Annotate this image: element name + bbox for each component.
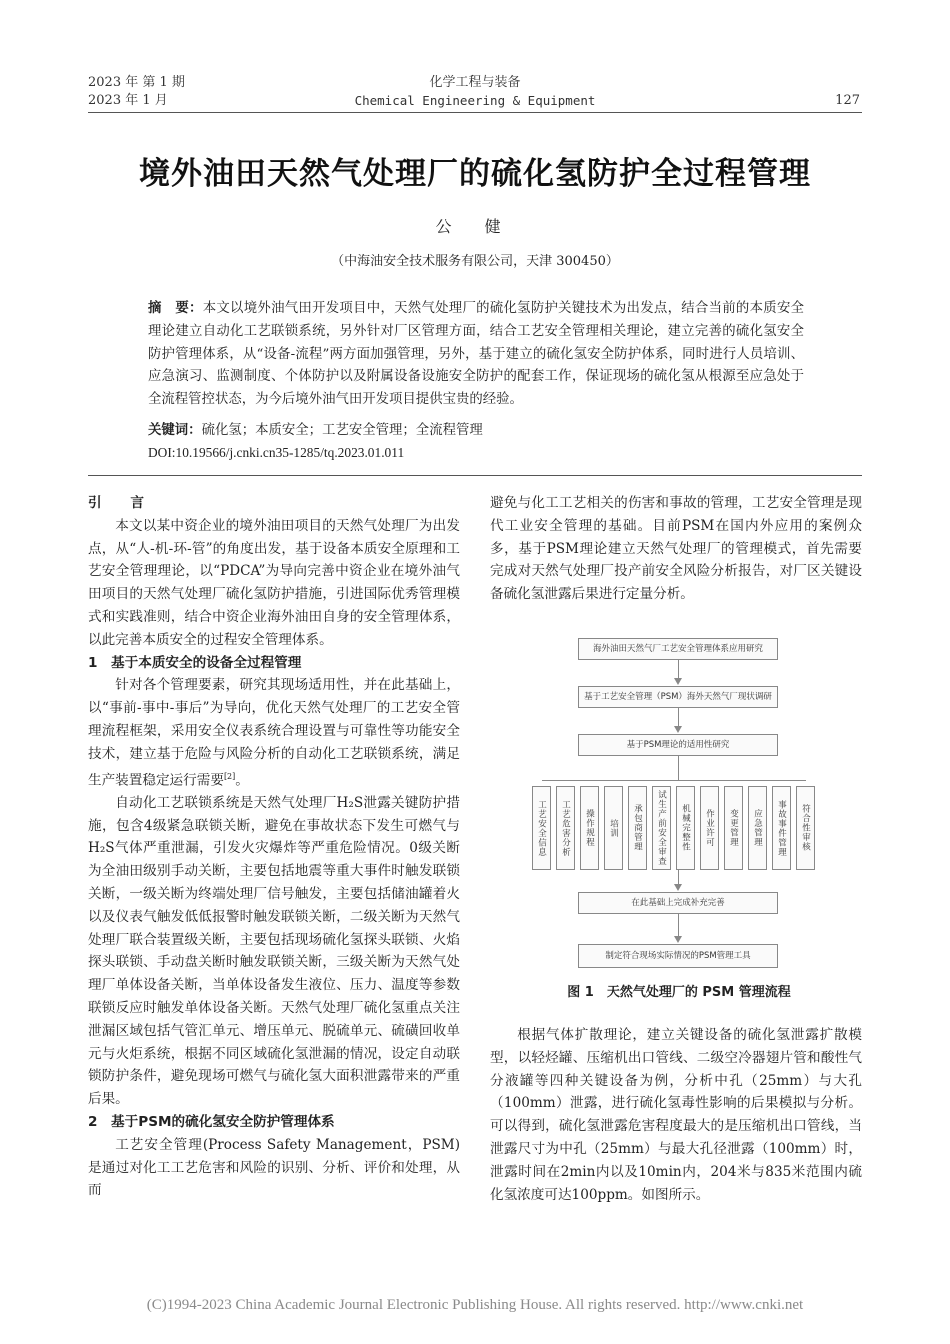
section1-paragraph1 xyxy=(88,674,460,792)
psm-element-box: 应急管理 xyxy=(748,786,767,870)
copyright-footer: (C)1994-2023 China Academic Journal Electronic Publishing House. All rights reserved. http://www.cnki.net xyxy=(146,1297,804,1313)
psm-element-box: 变更管理 xyxy=(724,786,743,870)
flow-line xyxy=(678,660,679,678)
affiliation: （中海油安全技术服务有限公司，天津 300450） xyxy=(331,254,619,269)
article-title: 境外油田天然气处理厂的硫化氢防护全过程管理 xyxy=(139,156,811,192)
flow-line xyxy=(678,708,679,726)
figure-caption: 图 1 天然气处理厂的 PSM 管理流程 xyxy=(567,985,791,1000)
s1-p1-end: 。 xyxy=(235,772,249,789)
psm-element-box: 机械完整性 xyxy=(676,786,695,870)
section1-paragraph2: 自动化工艺联锁系统是天然气处理厂H₂S泄露关键防护措施，包含4级紧急联锁关断，避免在事故状态下发生可燃气与H₂S气体严重泄漏，引发火灾爆炸等严重危险情况。0级关断为全油田级别手动关断，主要包括地震等重大事件时触发联锁关断，一级关断为终端处理厂信号触发，主要包括储油罐着火以及仪表气触发低低报警时触发联锁关断，二级关断为天然气处理厂联合装置级关断，主要包括现场硫化氢探头联锁、火焰探头联锁、手动盘关断时触发联锁关断，三级关断为天然气处理厂单体设备关断，当单体设备发生液位、压力、温度等参数联锁反应时触发单体设备关断。天然气处理厂硫化氢重点关注泄漏区域包括气管汇单元、增压单元、脱硫单元、硫磺回收单元与火炬系统，根据不同区域硫化氢泄漏的情况，设定自动联锁防护条件，避免现场可燃气与硫化氢大面积泄露带来的严重后果。 xyxy=(88,794,460,1108)
psm-element-box: 事故事件管理 xyxy=(772,786,791,870)
section2-heading: 2 基于PSM的硫化氢安全防护管理体系 xyxy=(88,1114,335,1131)
psm-element-box: 工艺危害分析 xyxy=(556,786,575,870)
psm-element-box: 试生产前安全审查 xyxy=(652,786,671,870)
flow-box-3: 基于PSM理论的适用性研究 xyxy=(578,734,778,756)
flow-box-4: 在此基础上完成补充完善 xyxy=(578,892,778,914)
author-name: 公 健 xyxy=(435,217,515,236)
abstract-text: 本文以境外油气田开发项目中，天然气处理厂的硫化氢防护关键技术为出发点，结合当前的本质安全理论建立自动化工艺联锁系统，另外针对厂区管理方面，结合工艺安全管理相关理论，建立完善的硫化氢安全防护管理体系，从“设备-流程”两方面加强管理，另外，基于建立的硫化氢安全防护体系，同时进行人员培训、应急演习、监测制度、个体防护以及附属设备设施安全防护的配套工作，保证现场的硫化氢从根源至应急处于全流程管控状态，为今后境外油气田开发项目提供宝贵的经验。 xyxy=(148,301,805,408)
flow-line xyxy=(678,914,679,936)
right-paragraph1: 避免与化工工艺相关的伤害和事故的管理，工艺安全管理是现代工业安全管理的基础。目前PSM在国内外应用的案例众多，基于PSM理论建立天然气处理厂的管理模式，首先需要完成对天然气处理厂投产前安全风险分析报告，对厂区关键设备硫化氢泄露后果进行定量分析。 xyxy=(490,495,862,603)
flow-arrow xyxy=(674,884,682,891)
flow-line xyxy=(678,756,679,780)
issue-label: 2023 年 第 1 期 xyxy=(88,75,185,90)
right-column-top xyxy=(490,492,862,606)
keywords-label: 关键词： xyxy=(148,423,202,438)
psm-element-box: 承包商管理 xyxy=(628,786,647,870)
psm-element-box: 作业许可 xyxy=(700,786,719,870)
date-label: 2023 年 1 月 xyxy=(88,93,168,108)
flow-box-2: 基于工艺安全管理（PSM）海外天然气厂现状调研 xyxy=(578,686,778,708)
intro-paragraph: 本文以某中资企业的境外油田项目的天然气处理厂为出发点，从“人-机-环-管”的角度出发，基于设备本质安全原理和工艺安全管理理论，以“PDCA”为导向完善中资企业在境外油气田项目的天然气处理厂硫化氢防护措施，引进国际优秀管理模式和实践准则，结合中资企业海外油田自身的安全管理体系，以此完善本质安全的过程安全管理体系。 xyxy=(88,517,460,648)
abstract-rule xyxy=(88,475,862,476)
flow-arrow xyxy=(674,726,682,733)
abstract-label: 摘 要： xyxy=(148,301,203,316)
flow-box-1: 海外油田天然气厂工艺安全管理体系应用研究 xyxy=(578,638,778,660)
section2-paragraph1: 工艺安全管理(Process Safety Management，PSM)是通过对化工工艺危害和风险的识别、分析、评价和处理，从而 xyxy=(88,1136,460,1199)
keywords-block xyxy=(148,420,804,464)
journal-name-cn: 化学工程与装备 xyxy=(429,75,521,90)
psm-element-box: 符合性审核 xyxy=(796,786,815,870)
keywords-text: 硫化氢；本质安全；工艺安全管理；全流程管理 xyxy=(201,423,483,438)
flow-connector xyxy=(542,780,806,781)
flow-box-5: 制定符合现场实际情况的PSM管理工具 xyxy=(578,944,778,968)
abstract xyxy=(148,298,804,412)
psm-element-box: 工艺安全信息 xyxy=(532,786,551,870)
journal-name-en: Chemical Engineering & Equipment xyxy=(354,93,596,108)
page-number: 127 xyxy=(835,93,860,108)
left-column xyxy=(88,492,460,1202)
right-column-bottom xyxy=(490,1024,862,1206)
s1-p1-text: 针对各个管理要素，研究其现场适用性，并在此基础上，以“事前-事中-事后”为导向，优化天然气处理厂的工艺安全管理流程框架，采用安全仪表系统合理设置与可靠性等功能安全技术，建立基于危险与风险分析的自动化工艺联锁系统，满足生产装置稳定运行需要 xyxy=(88,677,460,789)
flow-arrow xyxy=(674,936,682,943)
flow-line xyxy=(678,870,679,884)
doi: DOI:10.19566/j.cnki.cn35-1285/tq.2023.01.011 xyxy=(148,445,405,460)
section1-heading: 1 基于本质安全的设备全过程管理 xyxy=(88,654,302,671)
intro-heading: 引 言 xyxy=(88,495,156,511)
citation-ref: [2] xyxy=(223,771,236,781)
header-rule xyxy=(88,112,862,113)
psm-flowchart xyxy=(536,636,811,976)
psm-element-box: 操作规程 xyxy=(580,786,599,870)
flow-arrow xyxy=(674,678,682,685)
psm-element-box: 培训 xyxy=(604,786,623,870)
right-paragraph2: 根据气体扩散理论，建立关键设备的硫化氢泄露扩散模型，以轻烃罐、压缩机出口管线、二级空冷器翅片管和酸性气分液罐等四种关键设备为例，分析中孔（25mm）与大孔（100mm）泄露，进行硫化氢毒性影响的后果模拟与分析。可以得到，硫化氢泄露危害程度最大的是压缩机出口管线，当泄露尺寸为中孔（25mm）与最大孔径泄露（100mm）时，泄露时间在2min内以及10min内，204米与835米范围内硫化氢浓度可达100ppm。如图所示。 xyxy=(490,1027,862,1203)
